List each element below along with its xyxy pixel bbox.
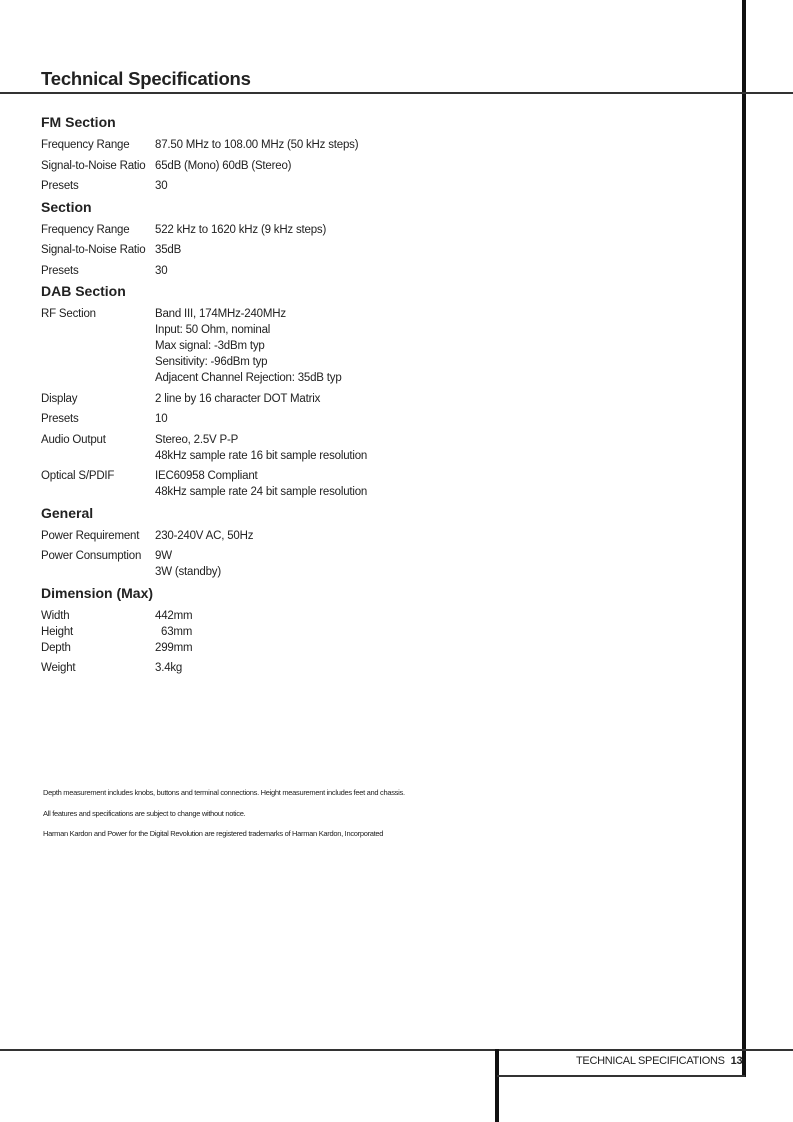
- spec-label: Frequency Range: [41, 223, 130, 236]
- spec-value: [155, 548, 221, 580]
- footer-section: TECHNICAL SPECIFICATIONS: [576, 1055, 725, 1067]
- spec-value-line: 30: [155, 180, 168, 192]
- spec-label: Height: [41, 625, 74, 638]
- spec-value-line: 48kHz sample rate 16 bit sample resolution: [155, 449, 368, 462]
- spec-label: Frequency Range: [41, 139, 130, 151]
- note-depth: Depth measurement includes knobs, buttons and terminal connections. Height measurement includes feet and chassis.: [43, 788, 405, 797]
- spec-row: [41, 432, 721, 464]
- page-number: 13: [730, 1055, 743, 1067]
- spec-value-line: 2 line by 16 character DOT Matrix: [155, 392, 321, 405]
- spec-value: [155, 640, 192, 656]
- footnotes: [43, 788, 405, 850]
- section-heading: FM Section: [41, 114, 116, 130]
- spec-row: [41, 528, 721, 544]
- spec-value: [155, 306, 342, 386]
- section-heading: DAB Section: [41, 283, 126, 299]
- spec-row: [41, 660, 721, 676]
- spec-row: [41, 137, 721, 153]
- spec-value-line: Stereo, 2.5V P-P: [155, 433, 239, 446]
- spec-value: [155, 468, 367, 500]
- spec-value-line: 3W (standby): [155, 566, 221, 578]
- spec-label: RF Section: [41, 308, 96, 320]
- section-heading: General: [41, 504, 94, 521]
- spec-value: [155, 178, 167, 194]
- note-change: All features and specifications are subject to change without notice.: [43, 808, 246, 818]
- spec-label: Presets: [41, 264, 79, 277]
- spec-value-line: 442mm: [155, 609, 193, 622]
- spec-row: [41, 306, 721, 386]
- spec-value: [155, 242, 181, 258]
- spec-value: [155, 660, 182, 676]
- spec-label: Signal-to-Noise Ratio: [41, 244, 146, 256]
- spec-row: [41, 242, 721, 258]
- spec-value: [155, 391, 320, 407]
- spec-row: [41, 468, 721, 500]
- footer-border-left: [495, 1049, 499, 1122]
- spec-label: Width: [41, 609, 70, 622]
- page-border-right: [742, 0, 746, 1077]
- spec-content: [41, 114, 721, 681]
- footer-box-bottom: [497, 1075, 745, 1077]
- spec-value: [155, 624, 192, 640]
- spec-value-line: 87.50 MHz to 108.00 MHz (50 kHz steps): [155, 139, 359, 151]
- spec-value-line: 30: [155, 264, 168, 277]
- spec-row: [41, 158, 721, 174]
- spec-value: [155, 137, 358, 153]
- title-rule: [0, 92, 793, 94]
- footer-rule: [0, 1049, 793, 1051]
- spec-value: [155, 411, 167, 427]
- spec-value-line: 9W: [155, 550, 172, 562]
- spec-row: [41, 608, 721, 624]
- spec-value: [155, 528, 253, 544]
- spec-value-line: 48kHz sample rate 24 bit sample resolution: [155, 486, 368, 498]
- spec-row: [41, 411, 721, 427]
- spec-value-line: 65dB (Mono) 60dB (Stereo): [155, 159, 292, 172]
- spec-label: Weight: [41, 662, 76, 674]
- spec-value-line: Input: 50 Ohm, nominal: [155, 324, 271, 336]
- page-footer: [576, 1055, 742, 1067]
- spec-value: [155, 608, 192, 624]
- spec-row: [41, 222, 721, 238]
- spec-label: Power Consumption: [41, 550, 142, 562]
- section-heading: Dimension (Max): [41, 584, 154, 601]
- spec-label: Presets: [41, 180, 79, 192]
- spec-label: Optical S/PDIF: [41, 470, 115, 482]
- spec-label: Display: [41, 392, 78, 405]
- spec-value-line: IEC60958 Compliant: [155, 470, 258, 482]
- spec-label: Power Requirement: [41, 529, 140, 542]
- section-heading: Section: [41, 198, 92, 215]
- spec-value: [155, 263, 167, 279]
- spec-row: [41, 263, 721, 279]
- spec-value: [155, 158, 291, 174]
- spec-label: Depth: [41, 641, 71, 654]
- spec-value-line: 63mm: [161, 625, 193, 638]
- spec-value-line: Max signal: -3dBm typ: [155, 340, 265, 352]
- spec-value-line: 522 kHz to 1620 kHz (9 kHz steps): [155, 223, 327, 236]
- page-title: Technical Specifications: [41, 68, 251, 89]
- spec-row: [41, 548, 721, 580]
- spec-value-line: Adjacent Channel Rejection: 35dB typ: [155, 372, 342, 384]
- spec-label: Audio Output: [41, 433, 106, 446]
- spec-value: [155, 222, 326, 238]
- spec-row: [41, 391, 721, 407]
- spec-value-line: 10: [155, 413, 168, 425]
- spec-value-line: 3.4kg: [155, 662, 183, 674]
- spec-value: [155, 432, 367, 464]
- spec-value-line: Sensitivity: -96dBm typ: [155, 356, 268, 368]
- spec-row: [41, 640, 721, 656]
- spec-value-line: 299mm: [155, 641, 193, 654]
- spec-label: Signal-to-Noise Ratio: [41, 159, 146, 172]
- note-trademark: Harman Kardon and Power for the Digital Revolution are registered trademarks of Harman Kardon, Incorporated: [43, 829, 384, 838]
- spec-value-line: 35dB: [155, 244, 182, 256]
- spec-row: [41, 178, 721, 194]
- spec-row: [41, 624, 721, 640]
- spec-value-line: Band III, 174MHz-240MHz: [155, 308, 286, 320]
- spec-label: Presets: [41, 413, 79, 425]
- spec-value-line: 230-240V AC, 50Hz: [155, 529, 254, 542]
